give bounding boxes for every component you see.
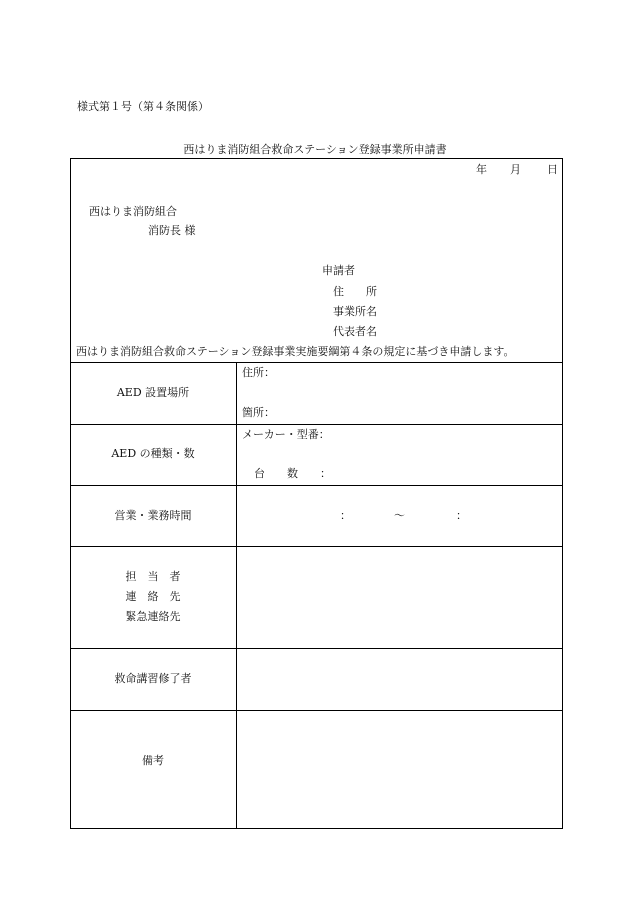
aed-maker-label[interactable]: メーカー・型番： <box>242 428 330 441</box>
contact-person-label: 担 当 者 <box>125 570 181 583</box>
hours-start-colon[interactable]: ： <box>340 509 351 522</box>
addressee-organization: 西はりま消防組合 <box>89 205 177 218</box>
form-frame <box>70 158 563 829</box>
addressee-recipient: 消防長 様 <box>148 224 196 237</box>
date-month[interactable]: 月 <box>510 163 521 176</box>
aed-address-label[interactable]: 住所： <box>242 366 275 379</box>
remarks-label: 備考 <box>142 754 164 767</box>
aed-spot-label[interactable]: 箇所： <box>242 406 275 419</box>
course-completer-label: 救命講習修了者 <box>114 672 192 685</box>
hours-tilde: 〜 <box>394 509 405 522</box>
date-year[interactable]: 年 <box>476 163 487 176</box>
row-divider <box>70 648 563 649</box>
aed-count-label[interactable]: 台 数 ： <box>254 467 331 480</box>
row-divider <box>70 546 563 547</box>
statement: 西はりま消防組合救命ステーション登録事業実施要綱第４条の規定に基づき申請します。 <box>76 345 515 358</box>
business-hours-label: 営業・業務時間 <box>114 509 192 522</box>
form-title: 西はりま消防組合救命ステーション登録事業所申請書 <box>183 143 447 156</box>
emergency-contact-label: 緊急連絡先 <box>125 610 181 623</box>
row-divider <box>70 485 563 486</box>
date-day[interactable]: 日 <box>547 163 558 176</box>
applicant-representative-label[interactable]: 代表者名 <box>333 325 377 338</box>
column-divider <box>236 362 237 829</box>
row-divider <box>70 424 563 425</box>
applicant-business-name-label[interactable]: 事業所名 <box>333 305 377 318</box>
form-number: 様式第１号（第４条関係） <box>77 100 209 113</box>
applicant-address-label[interactable]: 住 所 <box>333 285 377 298</box>
table-top-divider <box>70 362 563 363</box>
aed-location-label: AED 設置場所 <box>116 386 190 399</box>
aed-type-label: AED の種類・数 <box>111 447 195 460</box>
row-divider <box>70 710 563 711</box>
applicant-heading: 申請者 <box>322 264 355 277</box>
contact-phone-label: 連 絡 先 <box>125 590 181 603</box>
hours-end-colon[interactable]: ： <box>456 509 467 522</box>
